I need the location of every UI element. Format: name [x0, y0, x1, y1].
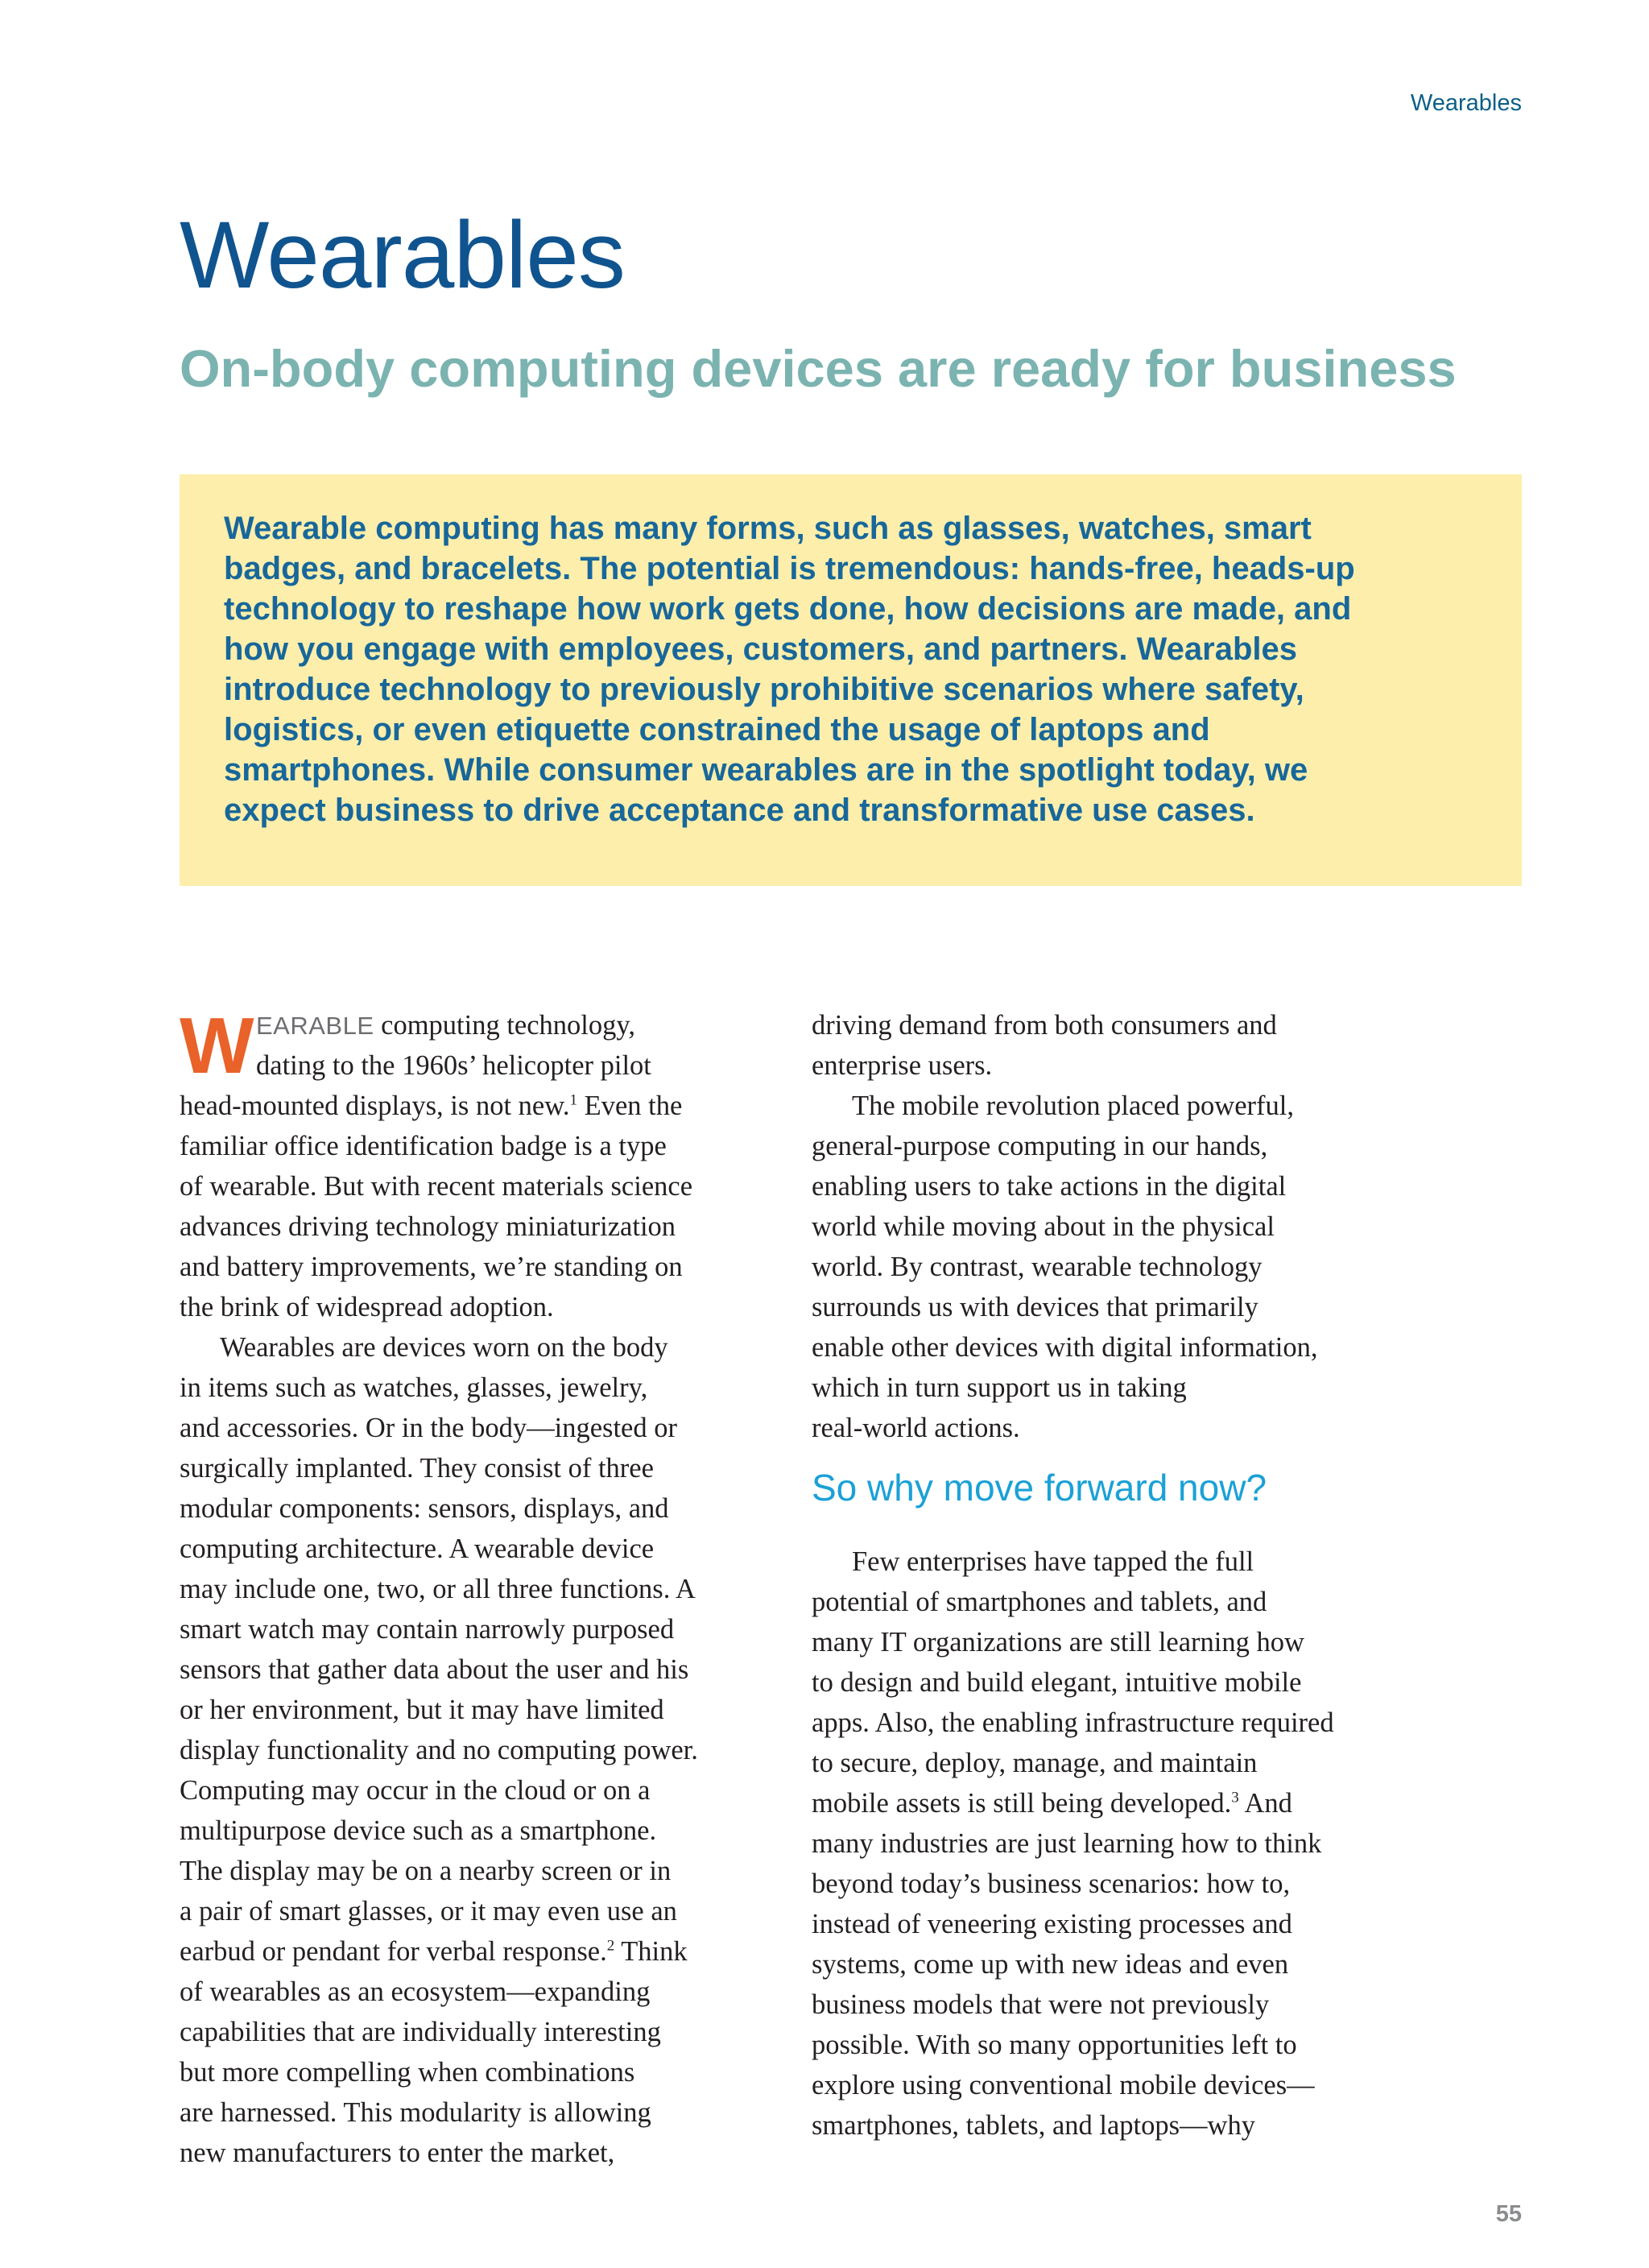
body-line: explore using conventional mobile devices—	[812, 2070, 1315, 2100]
body-line: The mobile revolution placed powerful,	[852, 1091, 1294, 1121]
body-line: general-purpose computing in our hands,	[812, 1131, 1268, 1161]
body-line: potential of smartphones and tablets, and	[812, 1587, 1267, 1617]
body-line: many IT organizations are still learning how	[812, 1627, 1304, 1658]
body-line: enabling users to take actions in the digital	[812, 1171, 1287, 1202]
body-line: Computing may occur in the cloud or on a	[180, 1775, 651, 1806]
footnote-ref[interactable]: 2	[606, 1937, 615, 1955]
body-line: the brink of widespread adoption.	[180, 1292, 554, 1322]
body-line: of wearables as an ecosystem—expanding	[180, 1976, 651, 2007]
body-line: world while moving about in the physical	[812, 1211, 1275, 1242]
page-subtitle: On-body computing devices are ready for business	[180, 339, 1457, 398]
body-line: a pair of smart glasses, or it may even use an	[180, 1896, 677, 1927]
body-line: of wearable. But with recent materials science	[180, 1171, 693, 1202]
running-head: Wearables	[1410, 90, 1522, 116]
body-line: dating to the 1960s’ helicopter pilot	[256, 1050, 651, 1081]
body-line: but more compelling when combinations	[180, 2057, 635, 2088]
body-line: multipurpose device such as a smartphone.	[180, 1815, 657, 1846]
body-line: instead of veneering existing processes and	[812, 1909, 1292, 1939]
body-line: smartphones, tablets, and laptops—why	[812, 2110, 1255, 2141]
body-line: EARABLE computing technology,	[256, 1010, 636, 1041]
body-line: beyond today’s business scenarios: how to,	[812, 1869, 1291, 1899]
body-line: mobile assets is still being developed.$^3$ And	[812, 1788, 1292, 1819]
body-line: modular components: sensors, displays, and	[180, 1493, 669, 1524]
body-line: and accessories. Or in the body—ingested or	[180, 1413, 677, 1443]
body-line: head-mounted displays, is not new.$^1$ Even the	[180, 1091, 683, 1121]
body-line: computing architecture. A wearable device	[180, 1533, 655, 1564]
body-line: to secure, deploy, manage, and maintain	[812, 1748, 1258, 1778]
body-line: new manufacturers to enter the market,	[180, 2138, 615, 2168]
body-line: capabilities that are individually interesting	[180, 2017, 661, 2047]
drop-cap: W	[180, 1001, 254, 1090]
body-line: enable other devices with digital information,	[812, 1332, 1318, 1363]
body-line: many industries are just learning how to think	[812, 1828, 1322, 1859]
body-line: familiar office identification badge is a type	[180, 1131, 667, 1161]
body-line: advances driving technology miniaturization	[180, 1211, 676, 1242]
page-number: 55	[1495, 2201, 1522, 2227]
body-line: The display may be on a nearby screen or in	[180, 1856, 672, 1886]
body-line: Few enterprises have tapped the full	[852, 1546, 1254, 1577]
body-line: apps. Also, the enabling infrastructure required	[812, 1707, 1334, 1738]
section-heading: So why move forward now?	[812, 1467, 1267, 1509]
footnote-ref[interactable]: 3	[1231, 1789, 1239, 1807]
intro-callout	[180, 474, 1522, 886]
body-line: sensors that gather data about the user and his	[180, 1654, 689, 1685]
body-line: surgically implanted. They consist of three	[180, 1453, 654, 1484]
body-line: enterprise users.	[812, 1050, 993, 1081]
body-line: in items such as watches, glasses, jewelry,	[180, 1372, 648, 1403]
lead-smallcaps: EARABLE	[256, 1012, 374, 1040]
body-line: Wearables are devices worn on the body	[220, 1332, 668, 1363]
page-title: Wearables	[180, 202, 625, 308]
intro-text: Wearable computing has many forms, such as glasses, watches, smart badges, and bracelets. The potential is tremendous: hands-free, heads-up technology to reshape how work gets done, how decisions are made, and how you engage with employees, customers, and partners. Wearables introduce technology to previously prohibitive scenarios where safety, logistics, or even etiquette constrained the usage of laptops and smartphones. While consumer wearables are in the spotlight today, we expect business to drive acceptance and transformative use cases.	[224, 511, 1355, 828]
body-line: are harnessed. This modularity is allowing	[180, 2097, 651, 2128]
body-line: which in turn support us in taking	[812, 1372, 1187, 1403]
footnote-ref[interactable]: 1	[569, 1091, 578, 1109]
body-line: surrounds us with devices that primarily	[812, 1292, 1258, 1322]
body-line: world. By contrast, wearable technology	[812, 1252, 1263, 1282]
body-line: may include one, two, or all three functions. A	[180, 1574, 696, 1604]
body-line: driving demand from both consumers and	[812, 1010, 1277, 1041]
body-column-right	[812, 1005, 1375, 2146]
body-column-left	[180, 1001, 743, 2173]
body-line: business models that were not previously	[812, 1989, 1270, 2020]
body-line: to design and build elegant, intuitive mobile	[812, 1667, 1302, 1698]
body-line: display functionality and no computing power.	[180, 1735, 698, 1765]
body-line: systems, come up with new ideas and even	[812, 1949, 1289, 1980]
body-line: possible. With so many opportunities left to	[812, 2030, 1297, 2060]
body-line: or her environment, but it may have limited	[180, 1695, 664, 1725]
body-line: and battery improvements, we’re standing on	[180, 1252, 683, 1282]
body-line: smart watch may contain narrowly purposed	[180, 1614, 675, 1645]
body-line: earbud or pendant for verbal response.$^2$ Think	[180, 1936, 688, 1967]
body-line: real-world actions.	[812, 1413, 1020, 1443]
